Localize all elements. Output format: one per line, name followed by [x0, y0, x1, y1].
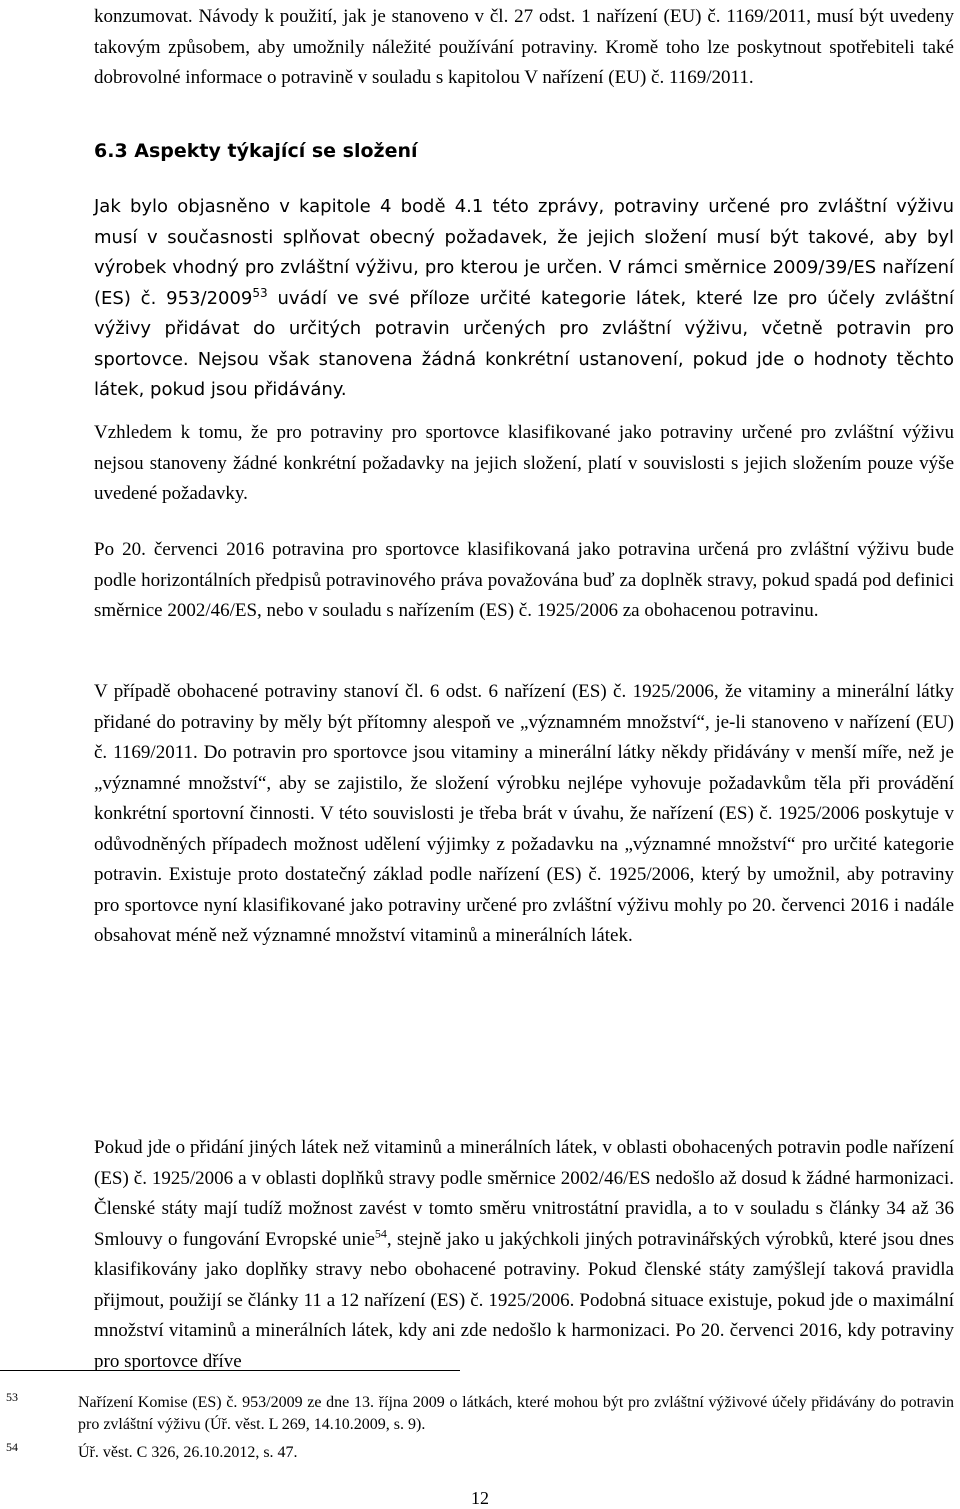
footnote-number: 53: [6, 1390, 18, 1404]
paragraph-fortified-foods: V případě obohacené potraviny stanoví čl. 6 odst. 6 nařízení (ES) č. 1925/2006, že vitaminy a minerální látky přidané do potraviny by měly být přítomny alespoň ve „významném množství“, je-li stanoveno v nařízení (EU) č. 1169/2011. Do potravin pro sportovce jsou vitaminy a minerální látky někdy přidávány v menší míře, než je „významné množství“, aby se zajistilo, že složení výrobku nejlépe vyhovuje požadavkům těla při provádění konkrétní sportovní činnosti. V této souvislosti je třeba brát v úvahu, že nařízení (ES) č. 1925/2006 poskytuje v odůvodněných případech možnost udělení výjimky z požadavku na „významné množství“ pro určité kategorie potravin. Existuje proto dostatečný základ podle nařízení (ES) č. 1925/2006, který by umožnil, aby potraviny pro sportovce nyní klasifikované jako potraviny určené pro zvláštní výživu mohly po 20. červenci 2016 i nadále obsahovat méně než významné množství vitaminů a minerálních látek.: [94, 681, 954, 946]
footnote-text: Úř. věst. C 326, 26.10.2012, s. 47.: [78, 1444, 298, 1461]
paragraph-composition-requirements: [94, 192, 954, 406]
footnote-text: Nařízení Komise (ES) č. 953/2009 ze dne 13. října 2009 o látkách, které mohou být pro zvláštní výživové účely přidávány do potravin pro zvláštní výživu (Úř. věst. L 269, 14.10.2009, s. 9).: [78, 1394, 954, 1433]
paragraph-text: uvádí ve své příloze určité kategorie látek, které lze pro účely zvláštní výživy přidávat do určitých potravin určených pro zvláštní výživu, včetně potravin pro sportovce. Nejsou však stanovena žádná konkrétní ustanovení, pokud jde o hodnoty těchto látek, pokud jsou přidávány.: [94, 287, 954, 400]
paragraph-after-july-2016: Po 20. červenci 2016 potravina pro sportovce klasifikovaná jako potravina určená pro zvláštní výživu bude podle horizontálních předpisů potravinového práva považována buď za doplněk stravy, pokud spadá pod definici směrnice 2002/46/ES, nebo v souladu s nařízením (ES) č. 1925/2006 za obohacenou potravinu.: [94, 539, 954, 621]
paragraph-text: Pokud jde o přidání jiných látek než vitaminů a minerálních látek, v oblasti obohacených potravin podle nařízení (ES) č. 1925/2006 a v oblasti doplňků stravy podle směrnice 2002/46/ES nedošlo až dosud k žádné harmonizaci. Členské státy mají tudíž možnost zavést v tomto směru vnitrostátní pravidla, a to v souladu s články 34 až 36 Smlouvy o fungování Evropské unie: [94, 1137, 954, 1250]
intro-paragraph: konzumovat. Návody k použití, jak je stanoveno v čl. 27 odst. 1 nařízení (EU) č. 1169/2011, musí být uvedeny takovým způsobem, aby umožnily náležité používání potraviny. Kromě toho lze poskytnout spotřebiteli také dobrovolné informace o potravině v souladu s kapitolou V nařízení (EU) č. 1169/2011.: [94, 6, 954, 88]
paragraph-no-specific-requirements: Vzhledem k tomu, že pro potraviny pro sportovce klasifikované jako potraviny určené pro zvláštní výživu nejsou stanoveny žádné konkrétní požadavky na jejich složení, platí v souvislosti s jejich složením pouze výše uvedené požadavky.: [94, 422, 954, 504]
section-heading: 6.3 Aspekty týkající se složení: [94, 140, 418, 162]
footnote-ref-53[interactable]: 53: [252, 285, 268, 300]
page-number: 12: [471, 1488, 489, 1508]
paragraph-text: , stejně jako u jakýchkoli jiných potravinářských výrobků, které jsou dnes klasifikovány jako doplňky stravy nebo obohacené potraviny. Pokud členské státy zamýšlejí taková pravidla přijmout, použijí se články 11 a 12 nařízení (ES) č. 1925/2006. Podobná situace existuje, pokud jde o maximální množství vitaminů a minerálních látek, kdy ani zde nedošlo k harmonizaci. Po 20. červenci 2016, kdy potraviny pro sportovce dříve: [94, 1228, 954, 1372]
paragraph-other-substances: [94, 1133, 954, 1377]
footnote-separator: [0, 1370, 460, 1371]
paragraph-text: Jak bylo objasněno v kapitole 4 bodě 4.1 této zprávy, potraviny určené pro zvláštní výživu musí v současnosti splňovat obecný požadavek, že jejich složení musí být takové, aby byl výrobek vhodný pro zvláštní výživu, pro kterou je určen. V rámci směrnice 2009/39/ES nařízení (ES) č. 953/2009: [94, 196, 954, 309]
footnote-number: 54: [6, 1440, 18, 1454]
footnote-ref-54[interactable]: 54: [374, 1226, 387, 1241]
